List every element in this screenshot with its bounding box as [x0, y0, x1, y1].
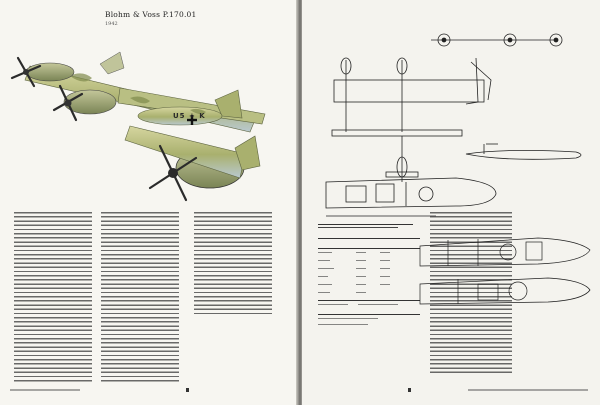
body-text-column-2 [101, 212, 179, 382]
left-running-footer [10, 389, 80, 391]
specifications-table [318, 238, 420, 330]
three-view-drawings-icon [306, 22, 596, 232]
article-title: Blohm & Voss P.170.01 [105, 10, 197, 19]
right-running-footer [468, 389, 588, 391]
right-page [302, 0, 600, 405]
body-text-column-3 [194, 212, 272, 382]
body-text-column-1 [14, 212, 92, 382]
aircraft-illustration-icon [10, 28, 280, 228]
left-page [0, 0, 298, 405]
right-page-number [408, 388, 411, 392]
article-subtitle: 1942 [105, 21, 118, 27]
aircraft-marking: U5 + K [173, 112, 206, 120]
data-table-caption [318, 222, 418, 230]
cutaway-drawings-icon [418, 226, 594, 336]
left-page-number [186, 388, 189, 392]
